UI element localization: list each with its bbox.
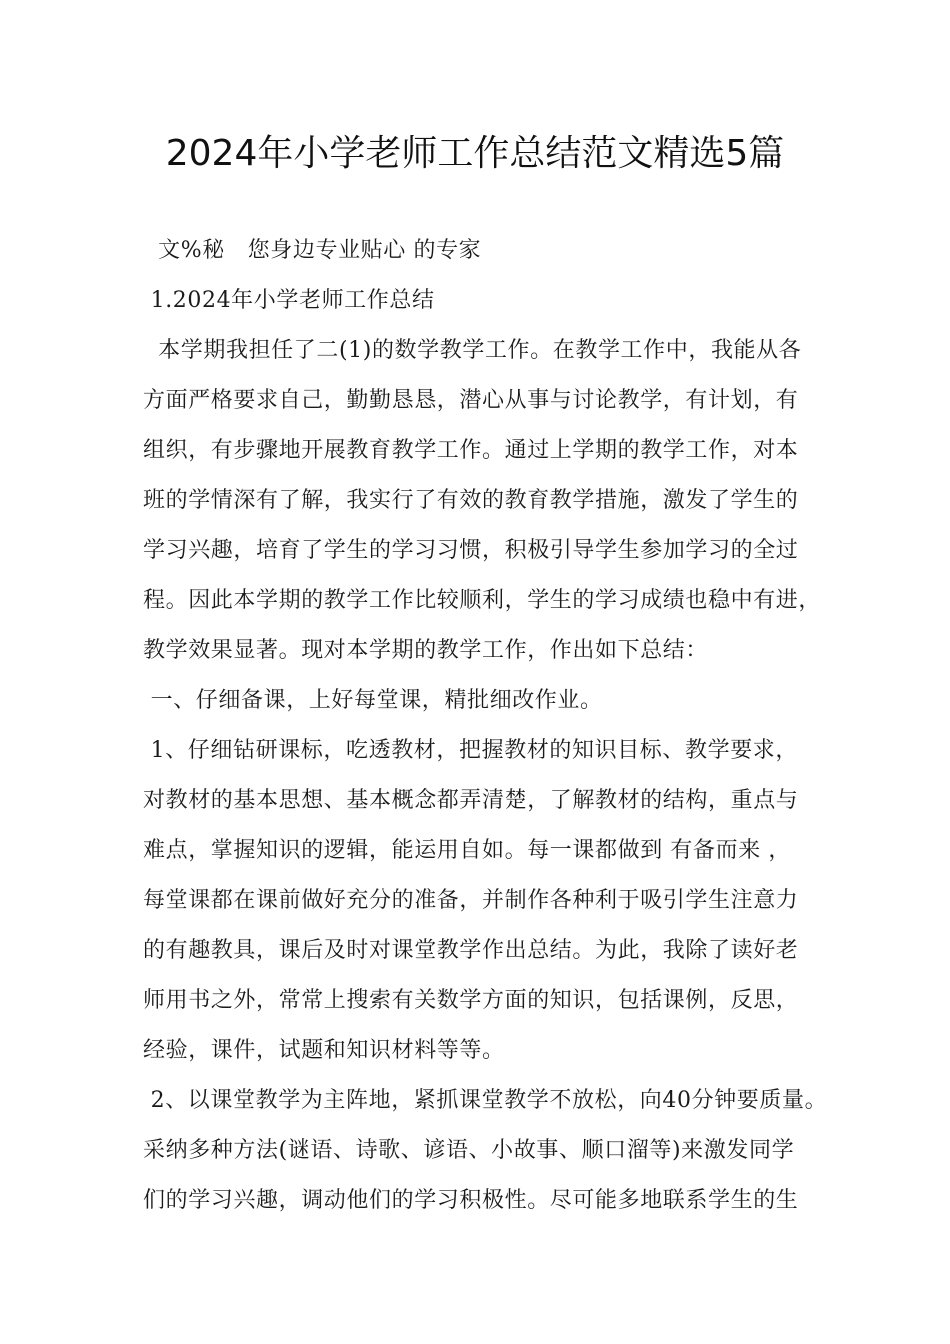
text-line: 方面严格要求自己，勤勤恳恳，潜心从事与讨论教学，有计划，有 xyxy=(143,388,799,413)
text-line: 文%秘 您身边专业贴心 的专家 xyxy=(143,238,482,263)
document-body xyxy=(143,232,833,1232)
text-line: 难点，掌握知识的逻辑，能运用自如。每一课都做到 有备而来 ， xyxy=(143,838,791,863)
text-line: 教学效果显著。现对本学期的教学工作，作出如下总结： xyxy=(143,638,709,663)
text-line: 采纳多种方法(谜语、诗歌、谚语、小故事、顺口溜等)来激发同学 xyxy=(143,1138,795,1163)
text-line: 2、以课堂教学为主阵地，紧抓课堂教学不放松，向40分钟要质量。 xyxy=(143,1088,828,1113)
text-line: 组织，有步骤地开展教育教学工作。通过上学期的教学工作，对本 xyxy=(143,438,799,463)
document-title: 2024年小学老师工作总结范文精选5篇 xyxy=(165,133,785,174)
text-line: 们的学习兴趣，调动他们的学习积极性。尽可能多地联系学生的生 xyxy=(143,1188,799,1213)
text-line: 程。因此本学期的教学工作比较顺利，学生的学习成绩也稳中有进， xyxy=(143,588,822,613)
text-line: 班的学情深有了解，我实行了有效的教育教学措施，激发了学生的 xyxy=(143,488,799,513)
text-line: 师用书之外，常常上搜索有关数学方面的知识，包括课例，反思， xyxy=(143,988,799,1013)
text-line: 1、仔细钻研课标，吃透教材，把握教材的知识目标、教学要求， xyxy=(143,738,798,763)
text-line: 1.2024年小学老师工作总结 xyxy=(143,288,435,313)
text-line: 本学期我担任了二(1)的数学教学工作。在教学工作中，我能从各 xyxy=(143,338,802,363)
text-line: 学习兴趣，培育了学生的学习习惯，积极引导学生参加学习的全过 xyxy=(143,538,799,563)
text-line: 的有趣教具，课后及时对课堂教学作出总结。为此，我除了读好老 xyxy=(143,938,799,963)
text-line: 对教材的基本思想、基本概念都弄清楚，了解教材的结构，重点与 xyxy=(143,788,799,813)
text-line: 每堂课都在课前做好充分的准备，并制作各种利于吸引学生注意力 xyxy=(143,888,799,913)
text-line: 一、仔细备课，上好每堂课，精批细改作业。 xyxy=(143,688,603,713)
text-line: 经验，课件，试题和知识材料等等。 xyxy=(143,1038,505,1063)
